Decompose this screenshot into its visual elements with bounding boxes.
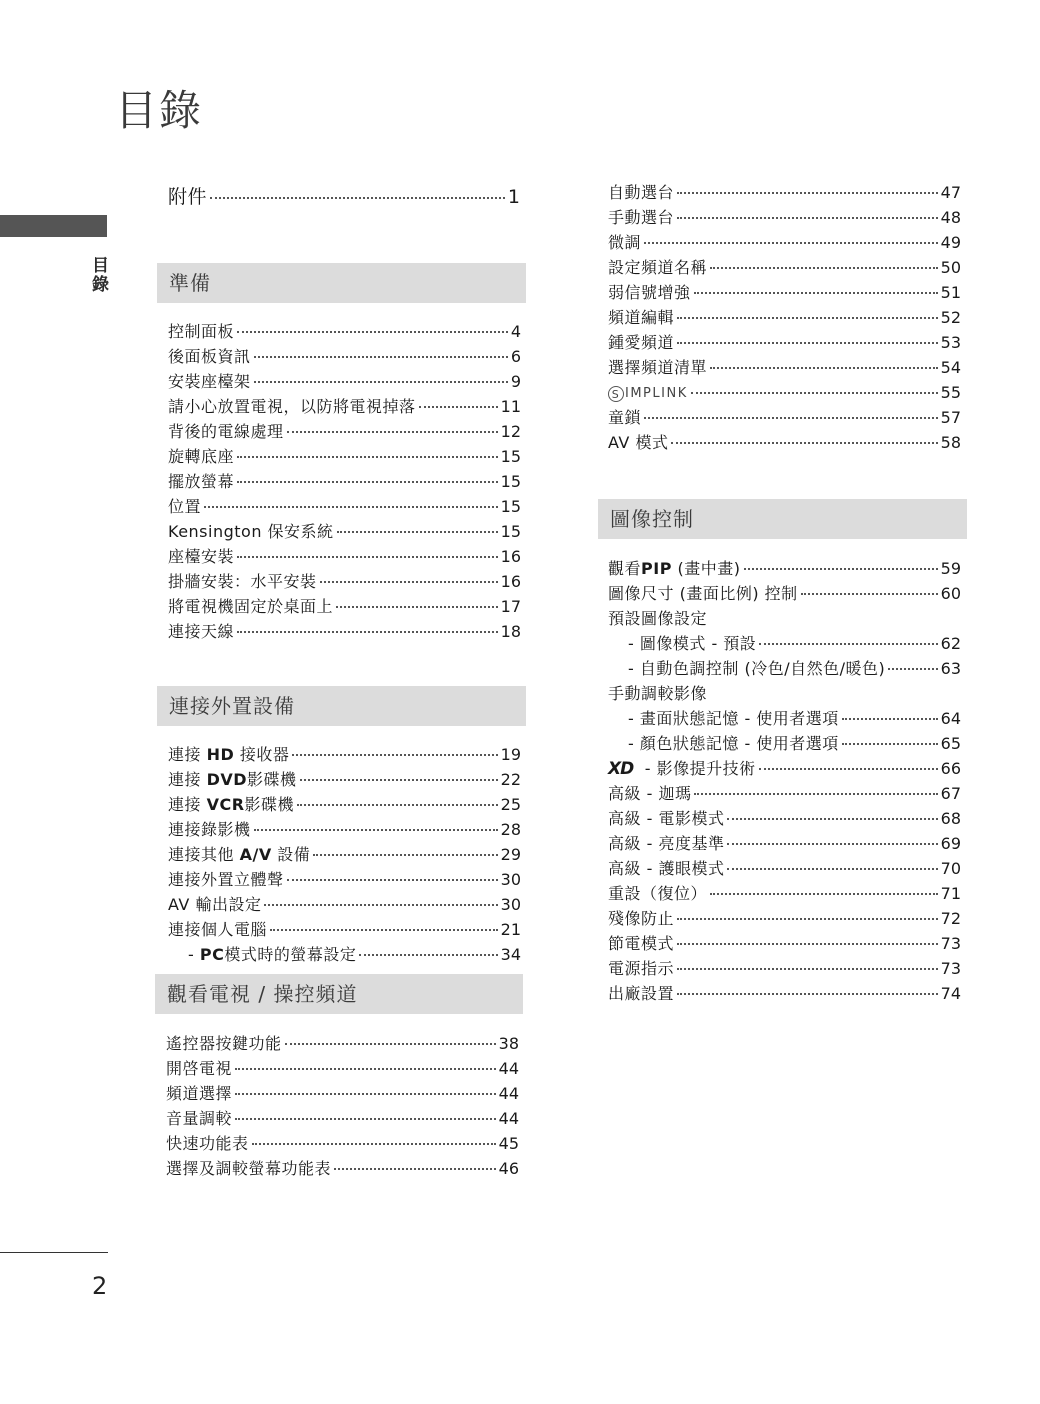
toc-entry-label: 快速功能表 <box>166 1134 249 1153</box>
toc-entry[interactable] <box>608 232 961 254</box>
toc-entry[interactable] <box>608 307 961 329</box>
toc-entry[interactable] <box>608 983 961 1005</box>
toc-page-number: 69 <box>940 834 961 853</box>
toc-leader-dots <box>337 531 498 533</box>
toc-page-number: 15 <box>500 522 521 541</box>
toc-entry[interactable] <box>608 908 961 930</box>
toc-entry[interactable] <box>628 708 961 730</box>
toc-entry[interactable] <box>168 496 521 518</box>
toc-entry-label: 觀看PIP (畫中畫) <box>608 559 741 578</box>
toc-page-number: 38 <box>498 1034 519 1053</box>
toc-entry-label: 擺放螢幕 <box>168 472 235 491</box>
toc-leader-dots <box>336 606 498 608</box>
toc-entry-label: 掛牆安裝：水平安裝 <box>168 572 317 591</box>
toc-entry-label: 控制面板 <box>168 322 235 341</box>
simplink-ring-icon: S <box>608 386 624 402</box>
toc-page-number: 15 <box>500 497 521 516</box>
toc-entry[interactable] <box>168 869 521 891</box>
page-title: 目錄 <box>115 86 204 135</box>
toc-page-number: 50 <box>940 258 961 277</box>
toc-entry[interactable] <box>608 608 961 630</box>
toc-page-number: 65 <box>940 734 961 753</box>
toc-entry[interactable] <box>168 894 521 916</box>
toc-entry-label: 電源指示 <box>608 959 675 978</box>
toc-entry[interactable] <box>608 182 961 204</box>
toc-page-number: 30 <box>500 870 521 889</box>
toc-page-number: 49 <box>940 233 961 252</box>
toc-leader-dots <box>313 854 497 856</box>
toc-leader-dots <box>287 431 498 433</box>
toc-entry-label: 高級 - 護眼模式 <box>608 859 725 878</box>
toc-entry-label: 手動選台 <box>608 208 675 227</box>
toc-entry[interactable] <box>628 733 961 755</box>
toc-page-number: 70 <box>940 859 961 878</box>
toc-entry[interactable] <box>168 421 521 443</box>
toc-entry-label: - 顏色狀態記憶 - 使用者選項 <box>628 734 839 753</box>
toc-leader-dots <box>677 943 938 945</box>
toc-leader-dots <box>710 893 938 895</box>
toc-entry-label: 選擇頻道清單 <box>608 358 708 377</box>
toc-page-number: 74 <box>940 984 961 1003</box>
toc-entry-label: 節電模式 <box>608 934 675 953</box>
toc-leader-dots <box>419 406 498 408</box>
toc-entry[interactable] <box>168 371 521 393</box>
toc-entry[interactable] <box>168 596 521 618</box>
toc-entry-label: AV 模式 <box>608 433 669 452</box>
toc-entry-label: 選擇及調較螢幕功能表 <box>166 1159 332 1178</box>
toc-leader-dots <box>727 868 937 870</box>
toc-entry-label: 附件 <box>168 186 208 208</box>
toc-entry[interactable] <box>608 257 961 279</box>
toc-entry[interactable] <box>628 658 961 680</box>
toc-leader-dots <box>300 779 498 781</box>
toc-entry-label: 連接天線 <box>168 622 235 641</box>
footer-rule <box>0 1252 108 1253</box>
toc-leader-dots <box>677 993 938 995</box>
toc-page-number: 44 <box>498 1109 519 1128</box>
toc-entry-label: 微調 <box>608 233 642 252</box>
toc-leader-dots <box>677 192 938 194</box>
toc-entry[interactable] <box>166 1133 519 1155</box>
toc-entry-label: - 自動色調控制 (冷色/自然色/暖色) <box>628 659 886 678</box>
toc-page-number: 34 <box>500 945 521 964</box>
toc-entry-bold: PC <box>199 945 225 964</box>
toc-page-number: 73 <box>940 959 961 978</box>
toc-entry[interactable] <box>608 958 961 980</box>
toc-entry-label: 頻道編輯 <box>608 308 675 327</box>
toc-entry[interactable] <box>188 944 521 966</box>
toc-leader-dots <box>252 1143 496 1145</box>
toc-leader-dots <box>842 743 938 745</box>
toc-entry-label: XD - 影像提升技術 <box>608 759 756 779</box>
toc-leader-dots <box>727 818 937 820</box>
toc-entry[interactable] <box>168 794 521 816</box>
toc-leader-dots <box>254 356 508 358</box>
section-header: 觀看電視 / 操控頻道 <box>155 974 523 1014</box>
toc-page-number: 17 <box>500 597 521 616</box>
toc-entry[interactable] <box>608 833 961 855</box>
toc-page-number: 60 <box>940 584 961 603</box>
toc-page-number: 55 <box>940 383 961 402</box>
toc-page-number: 68 <box>940 809 961 828</box>
toc-leader-dots <box>801 593 938 595</box>
toc-leader-dots <box>254 829 498 831</box>
toc-entry[interactable] <box>608 583 961 605</box>
toc-entry-label <box>608 382 688 405</box>
toc-page-number: 53 <box>940 333 961 352</box>
toc-entry-label: 高級 - 迦瑪 <box>608 784 692 803</box>
toc-page-number: 51 <box>940 283 961 302</box>
toc-entry[interactable] <box>168 769 521 791</box>
toc-entry-label: 請小心放置電視，以防將電視掉落 <box>168 397 416 416</box>
toc-entry-label: 位置 <box>168 497 202 516</box>
toc-leader-dots <box>691 392 938 394</box>
xd-logo: XD <box>608 759 634 779</box>
toc-entry-label: 預設圖像設定 <box>608 609 708 628</box>
toc-entry-label: 安裝座檯架 <box>168 372 251 391</box>
toc-page-number: 29 <box>500 845 521 864</box>
toc-entry[interactable] <box>166 1033 519 1055</box>
toc-entry-label: 將電視機固定於桌面上 <box>168 597 334 616</box>
toc-entry-label: 高級 - 亮度基準 <box>608 834 725 853</box>
toc-page-number: 15 <box>500 472 521 491</box>
toc-leader-dots <box>759 643 937 645</box>
toc-leader-dots <box>710 267 938 269</box>
toc-entry[interactable] <box>608 808 961 830</box>
toc-entry-label: Kensington 保安系統 <box>168 522 334 541</box>
section-header: 準備 <box>157 263 526 303</box>
toc-entry-label: 弱信號增強 <box>608 283 691 302</box>
simplink-text: IMPLINK <box>625 386 688 401</box>
toc-entry[interactable] <box>608 407 961 429</box>
toc-entry[interactable] <box>608 357 961 379</box>
toc-entry[interactable] <box>168 819 521 841</box>
toc-entry[interactable] <box>168 621 521 643</box>
toc-entry-label: 連接錄影機 <box>168 820 251 839</box>
toc-page-number: 25 <box>500 795 521 814</box>
toc-entry-label: 音量調較 <box>166 1109 233 1128</box>
simplink-logo <box>608 383 688 405</box>
toc-entry-label: 頻道選擇 <box>166 1084 233 1103</box>
toc-entry-label: 後面板資訊 <box>168 347 251 366</box>
toc-page-number: 28 <box>500 820 521 839</box>
toc-page-number: 16 <box>500 547 521 566</box>
toc-entry-label: 重設（復位） <box>608 884 708 903</box>
toc-leader-dots <box>677 217 938 219</box>
toc-leader-dots <box>744 568 938 570</box>
toc-entry[interactable] <box>608 207 961 229</box>
toc-page-number: 52 <box>940 308 961 327</box>
toc-page-number: 45 <box>498 1134 519 1153</box>
toc-page-number: 11 <box>500 397 521 416</box>
toc-entry-label: 高級 - 電影模式 <box>608 809 725 828</box>
toc-entry-label: 連接 DVD影碟機 <box>168 770 297 789</box>
toc-page-number: 72 <box>940 909 961 928</box>
toc-leader-dots <box>237 556 498 558</box>
toc-entry[interactable] <box>168 346 521 368</box>
toc-leader-dots <box>727 843 937 845</box>
toc-leader-dots <box>710 367 938 369</box>
toc-entry[interactable] <box>608 432 961 454</box>
toc-entry-label: 自動選台 <box>608 183 675 202</box>
toc-leader-dots <box>888 668 937 670</box>
toc-leader-dots <box>292 754 497 756</box>
toc-entry[interactable] <box>166 1158 519 1180</box>
toc-leader-dots <box>644 242 938 244</box>
toc-leader-dots <box>334 1168 496 1170</box>
toc-page-number: 19 <box>500 745 521 764</box>
toc-entry[interactable] <box>168 844 521 866</box>
toc-entry[interactable] <box>168 744 521 766</box>
toc-entry[interactable] <box>608 683 961 705</box>
toc-page-number: 67 <box>940 784 961 803</box>
toc-leader-dots <box>210 197 505 199</box>
toc-page-number: 6 <box>510 347 521 366</box>
toc-entry[interactable] <box>608 558 961 580</box>
toc-entry-label: 連接個人電腦 <box>168 920 268 939</box>
page-number: 2 <box>92 1272 108 1300</box>
toc-page-number: 44 <box>498 1059 519 1078</box>
toc-leader-dots <box>204 506 498 508</box>
toc-entry[interactable] <box>608 883 961 905</box>
toc-leader-dots <box>237 481 498 483</box>
toc-entry[interactable] <box>168 546 521 568</box>
toc-entry-label: 連接 HD 接收器 <box>168 745 290 764</box>
toc-leader-dots <box>320 581 498 583</box>
toc-entry-label: 手動調較影像 <box>608 684 708 703</box>
toc-page-number: 12 <box>500 422 521 441</box>
toc-entry[interactable] <box>168 321 521 343</box>
toc-entry-label: 開啓電視 <box>166 1059 233 1078</box>
toc-entry[interactable] <box>608 758 961 780</box>
toc-page-number: 58 <box>940 433 961 452</box>
toc-page-number: 16 <box>500 572 521 591</box>
toc-entry[interactable] <box>168 183 520 211</box>
toc-leader-dots <box>237 331 508 333</box>
toc-entry-bold: PIP <box>641 559 672 578</box>
toc-page-number: 1 <box>507 186 520 208</box>
toc-entry-label: AV 輸出設定 <box>168 895 262 914</box>
toc-entry[interactable] <box>608 282 961 304</box>
toc-leader-dots <box>235 1118 496 1120</box>
toc-entry-label: 連接其他 A/V 設備 <box>168 845 311 864</box>
toc-leader-dots <box>677 317 938 319</box>
toc-entry[interactable] <box>168 471 521 493</box>
toc-leader-dots <box>270 929 498 931</box>
toc-entry-label: 圖像尺寸 (畫面比例) 控制 <box>608 584 798 603</box>
toc-page-number: 4 <box>510 322 521 341</box>
toc-entry[interactable] <box>628 633 961 655</box>
toc-entry-label: 連接外置立體聲 <box>168 870 284 889</box>
toc-entry-label: 童鎖 <box>608 408 642 427</box>
toc-entry[interactable] <box>166 1108 519 1130</box>
toc-page-number: 64 <box>940 709 961 728</box>
toc-leader-dots <box>694 793 937 795</box>
toc-entry-label: - 圖像模式 - 預設 <box>628 634 757 653</box>
toc-leader-dots <box>285 1043 496 1045</box>
toc-leader-dots <box>359 954 497 956</box>
toc-leader-dots <box>237 456 498 458</box>
toc-page-number: 47 <box>940 183 961 202</box>
toc-page-number: 44 <box>498 1084 519 1103</box>
toc-leader-dots <box>694 292 938 294</box>
toc-entry[interactable] <box>166 1058 519 1080</box>
toc-entry-bold: HD <box>206 745 235 764</box>
toc-leader-dots <box>264 904 497 906</box>
toc-page-number: 66 <box>940 759 961 778</box>
toc-entry-label: - PC模式時的螢幕設定 <box>188 945 357 964</box>
toc-entry-bold: A/V <box>239 845 272 864</box>
toc-entry-label: 出廠設置 <box>608 984 675 1003</box>
toc-leader-dots <box>842 718 938 720</box>
toc-leader-dots <box>297 804 498 806</box>
toc-page-number: 57 <box>940 408 961 427</box>
toc-leader-dots <box>287 879 498 881</box>
toc-leader-dots <box>237 631 498 633</box>
toc-leader-dots <box>254 381 508 383</box>
toc-leader-dots <box>235 1093 496 1095</box>
toc-leader-dots <box>671 442 937 444</box>
toc-entry-label: 座檯安裝 <box>168 547 235 566</box>
toc-page-number: 54 <box>940 358 961 377</box>
toc-entry[interactable] <box>168 446 521 468</box>
toc-entry-bold: DVD <box>206 770 248 789</box>
side-tab-bar <box>0 215 107 237</box>
toc-page-number: 9 <box>510 372 521 391</box>
toc-page-number: 73 <box>940 934 961 953</box>
toc-entry-label: 鍾愛頻道 <box>608 333 675 352</box>
toc-page-number: 21 <box>500 920 521 939</box>
toc-entry-label: 設定頻道名稱 <box>608 258 708 277</box>
section-header: 連接外置設備 <box>157 686 526 726</box>
toc-page-number: 71 <box>940 884 961 903</box>
toc-entry[interactable] <box>166 1083 519 1105</box>
toc-entry-label: 旋轉底座 <box>168 447 235 466</box>
toc-leader-dots <box>235 1068 496 1070</box>
toc-page-number: 48 <box>940 208 961 227</box>
section-header: 圖像控制 <box>598 499 967 539</box>
toc-page-number: 62 <box>940 634 961 653</box>
toc-entry[interactable] <box>168 571 521 593</box>
toc-leader-dots <box>759 768 938 770</box>
toc-entry[interactable] <box>608 783 961 805</box>
toc-entry-bold: VCR <box>206 795 245 814</box>
toc-page-number: 46 <box>498 1159 519 1178</box>
toc-page-number: 63 <box>940 659 961 678</box>
toc-page-number: 59 <box>940 559 961 578</box>
toc-entry[interactable] <box>168 919 521 941</box>
toc-leader-dots <box>677 918 938 920</box>
toc-leader-dots <box>677 968 938 970</box>
toc-leader-dots <box>644 417 938 419</box>
toc-entry-label: 背後的電線處理 <box>168 422 284 441</box>
toc-page-number: 30 <box>500 895 521 914</box>
toc-entry[interactable] <box>168 521 521 543</box>
toc-entry[interactable] <box>608 332 961 354</box>
toc-entry-label: 殘像防止 <box>608 909 675 928</box>
toc-entry-label: - 畫面狀態記憶 - 使用者選項 <box>628 709 839 728</box>
toc-entry[interactable] <box>608 858 961 880</box>
toc-page-number: 22 <box>500 770 521 789</box>
toc-page-number: 18 <box>500 622 521 641</box>
toc-entry[interactable] <box>608 933 961 955</box>
toc-leader-dots <box>677 342 938 344</box>
toc-entry[interactable] <box>608 382 961 404</box>
toc-page-number: 15 <box>500 447 521 466</box>
toc-entry-label: 遙控器按鍵功能 <box>166 1034 282 1053</box>
toc-entry-label: 連接 VCR影碟機 <box>168 795 295 814</box>
toc-entry[interactable] <box>168 396 521 418</box>
side-tab-label: 目錄 <box>88 256 108 294</box>
